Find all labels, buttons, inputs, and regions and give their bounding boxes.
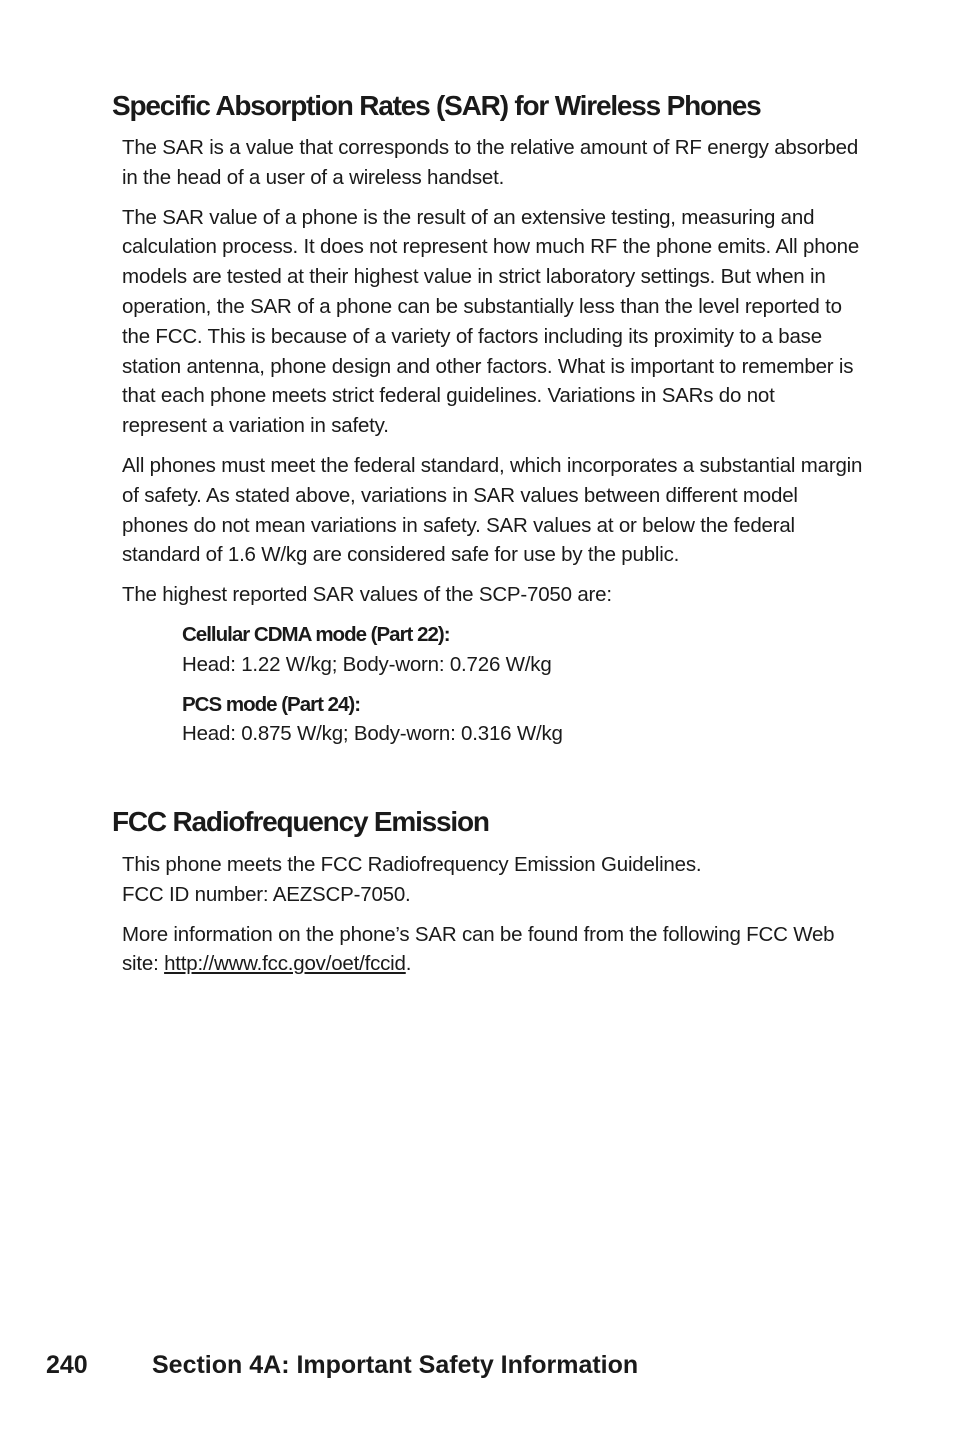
sar-heading: Specific Absorption Rates (SAR) for Wireless Phones: [112, 90, 761, 121]
fcc-more-info-period: .: [405, 952, 412, 976]
fcc-more-info-text: More information on the phone’s SAR can be found from the following FCC Web site:: [122, 922, 835, 976]
cellular-mode-values: Head: 1.22 W/kg; Body-worn: 0.726 W/kg: [182, 652, 552, 676]
page-number: 240: [46, 1351, 88, 1379]
fcc-guidelines-line: This phone meets the FCC Radiofrequency Emission Guidelines.: [122, 853, 702, 876]
pcs-mode-title: PCS mode (Part 24):: [182, 692, 361, 716]
sar-paragraph-4: The highest reported SAR values of the SCP-7050 are:: [122, 583, 612, 607]
sar-paragraph-3: All phones must meet the federal standard, which incorporates a substantial margin of safety. As stated above, variations in SAR values between different model phones do not mean variations in safety. SAR values at or below the federal standard of 1.6 W/kg are considered safe for use by the public.: [122, 453, 863, 567]
pcs-mode-values: Head: 0.875 W/kg; Body-worn: 0.316 W/kg: [182, 722, 563, 746]
fcc-website-link[interactable]: http://www.fcc.gov/oet/fccid: [164, 952, 406, 976]
pcs-mode-block: [182, 690, 864, 750]
fcc-more-info-paragraph: [122, 920, 864, 980]
sar-paragraph-2: The SAR value of a phone is the result of an extensive testing, measuring and calculation process. It does not represent how much RF the phone emits. All phone models are tested at their highest value in strict laboratory settings. But when in operation, the SAR of a phone can be substantially less than the level reported to the FCC. This is because of a variety of factors including its proximity to a base station antenna, phone design and other factors. What is important to remember is that each phone meets strict federal guidelines. Variations in SARs do not represent a variation in safety.: [122, 205, 860, 438]
cellular-mode-title: Cellular CDMA mode (Part 22):: [182, 622, 450, 646]
footer-section-title: Section 4A: Important Safety Information: [152, 1351, 639, 1379]
fcc-heading: FCC Radiofrequency Emission: [112, 806, 489, 837]
fcc-guidelines-paragraph: [122, 850, 864, 910]
cellular-mode-block: [182, 620, 864, 680]
fcc-body: [122, 850, 864, 989]
sar-body: [122, 133, 864, 759]
sar-paragraph-1: The SAR is a value that corresponds to the relative amount of RF energy absorbed in the head of a user of a wireless handset.: [122, 136, 859, 189]
fcc-id-line: FCC ID number: AEZSCP-7050.: [122, 882, 411, 906]
page-footer: [46, 1349, 638, 1381]
